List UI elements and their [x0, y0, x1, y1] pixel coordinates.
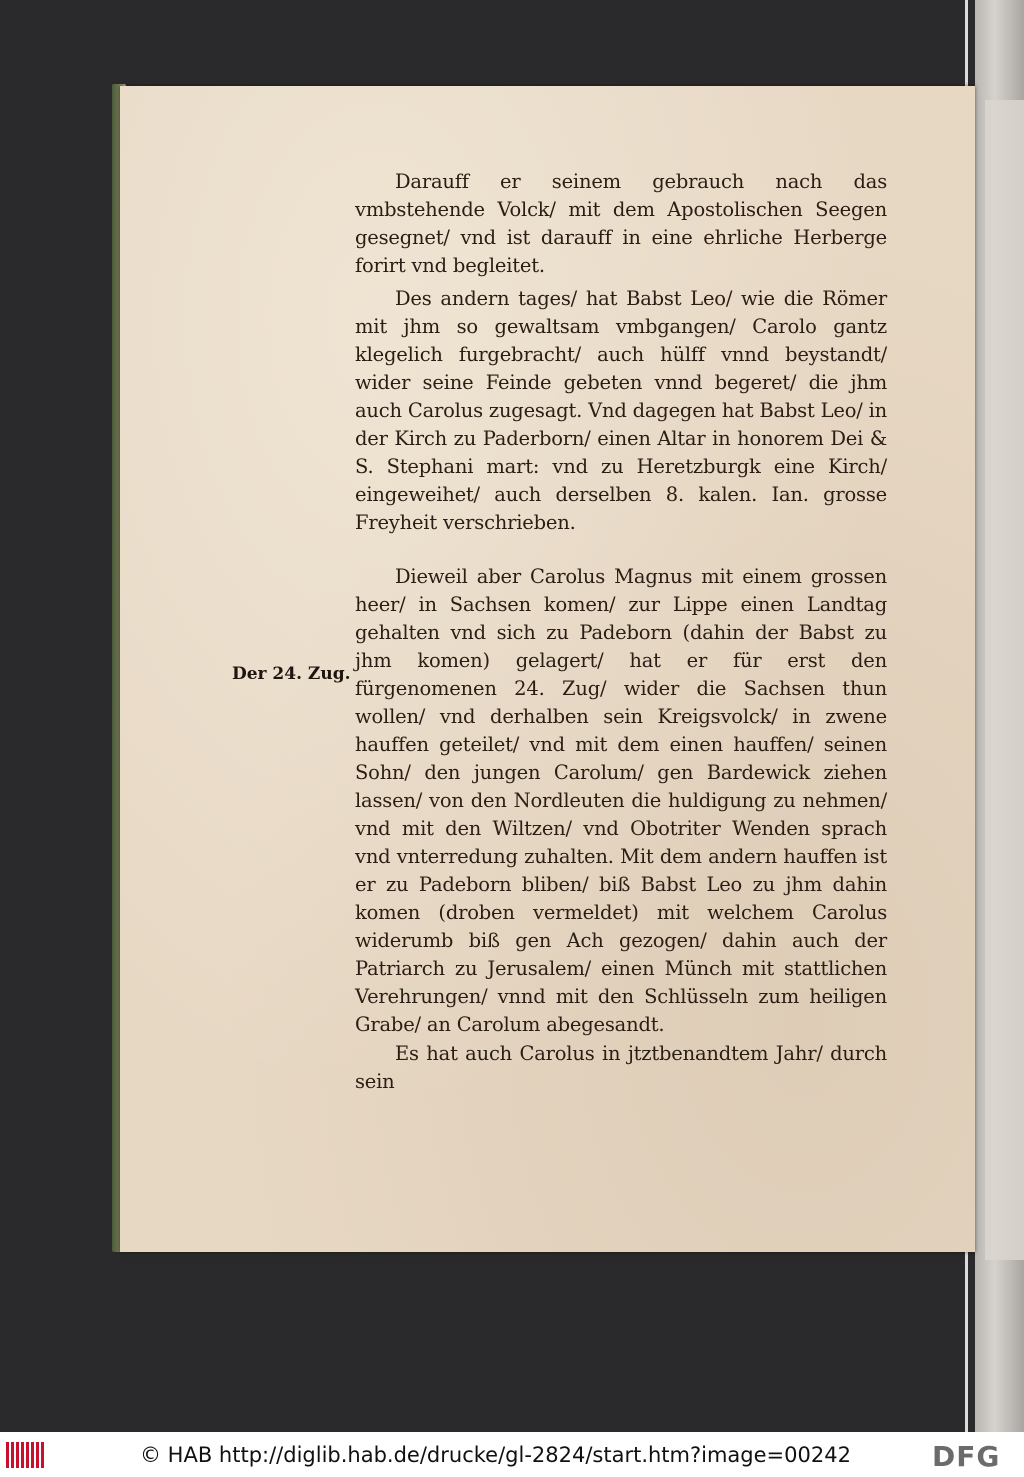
- paragraph-2: [355, 285, 887, 537]
- margin-note: Der 24. Zug.: [232, 664, 351, 684]
- paragraph-text: Es hat auch Carolus in jtztbenandtem Jahr/ durch sein: [355, 1042, 887, 1093]
- paragraph-text: Dieweil aber Carolus Magnus mit einem grossen heer/ in Sachsen komen/ zur Lippe einen Landtag gehalten vnd sich zu Padeborn (dahin der Babst zu jhm komen) gelagert/ hat er für erst den fürgenomenen 24. Zug/ wider die Sachsen thun wollen/ vnd derhalben sein Kreigsvolck/ in zwene hauffen geteilet/ vnd mit dem einen hauffen/ seinen Sohn/ den jungen Carolum/ gen Bardewick ziehen lassen/ von den Nordleuten die huldigung zu nehmen/ vnd mit den Wiltzen/ vnd Obotriter Wenden sprach vnd vnterredung zuhalten. Mit dem andern hauffen ist er zu Padeborn bliben/ biß Babst Leo zu jhm dahin komen (droben vermeldet) mit welchem Carolus widerumb biß gen Ach gezogen/ dahin auch der Patriarch zu Jerusalem/ einen Münch mit stattlichen Verehrungen/ vnnd mit den Schlüsseln zum heiligen Grabe/ an Carolum abegesandt.: [355, 565, 887, 1036]
- hab-barcode-icon: [6, 1442, 46, 1468]
- footer-credit-link[interactable]: © HAB http://diglib.hab.de/drucke/gl-2824/start.htm?image=00242: [140, 1443, 851, 1467]
- paragraph-text: Des andern tages/ hat Babst Leo/ wie die Römer mit jhm so gewaltsam vmbgangen/ Carolo gantz klegelich furgebracht/ auch hülff vnnd beystandt/ wider seine Feinde gebeten vnnd begeret/ die jhm auch Carolus zugesagt. Vnd dagegen hat Babst Leo/ in der Kirch zu Paderborn/ einen Altar in honorem Dei & S. Stephani mart: vnd zu Heretzburgk eine Kirch/ eingeweihet/ auch derselben 8. kalen. Ian. grosse Freyheit verschrieben.: [355, 287, 888, 534]
- paragraph-1: [355, 168, 887, 280]
- next-page-fragment: [985, 100, 1024, 1260]
- dfg-logo: DFG: [932, 1440, 1001, 1473]
- paragraph-3: [355, 563, 887, 1039]
- paragraph-4: [355, 1040, 887, 1096]
- paragraph-text: Darauff er seinem gebrauch nach das vmbstehende Volck/ mit dem Apostolischen Seegen gesegnet/ vnd ist darauff in eine ehrliche Herberge forirt vnd begleitet.: [355, 170, 887, 277]
